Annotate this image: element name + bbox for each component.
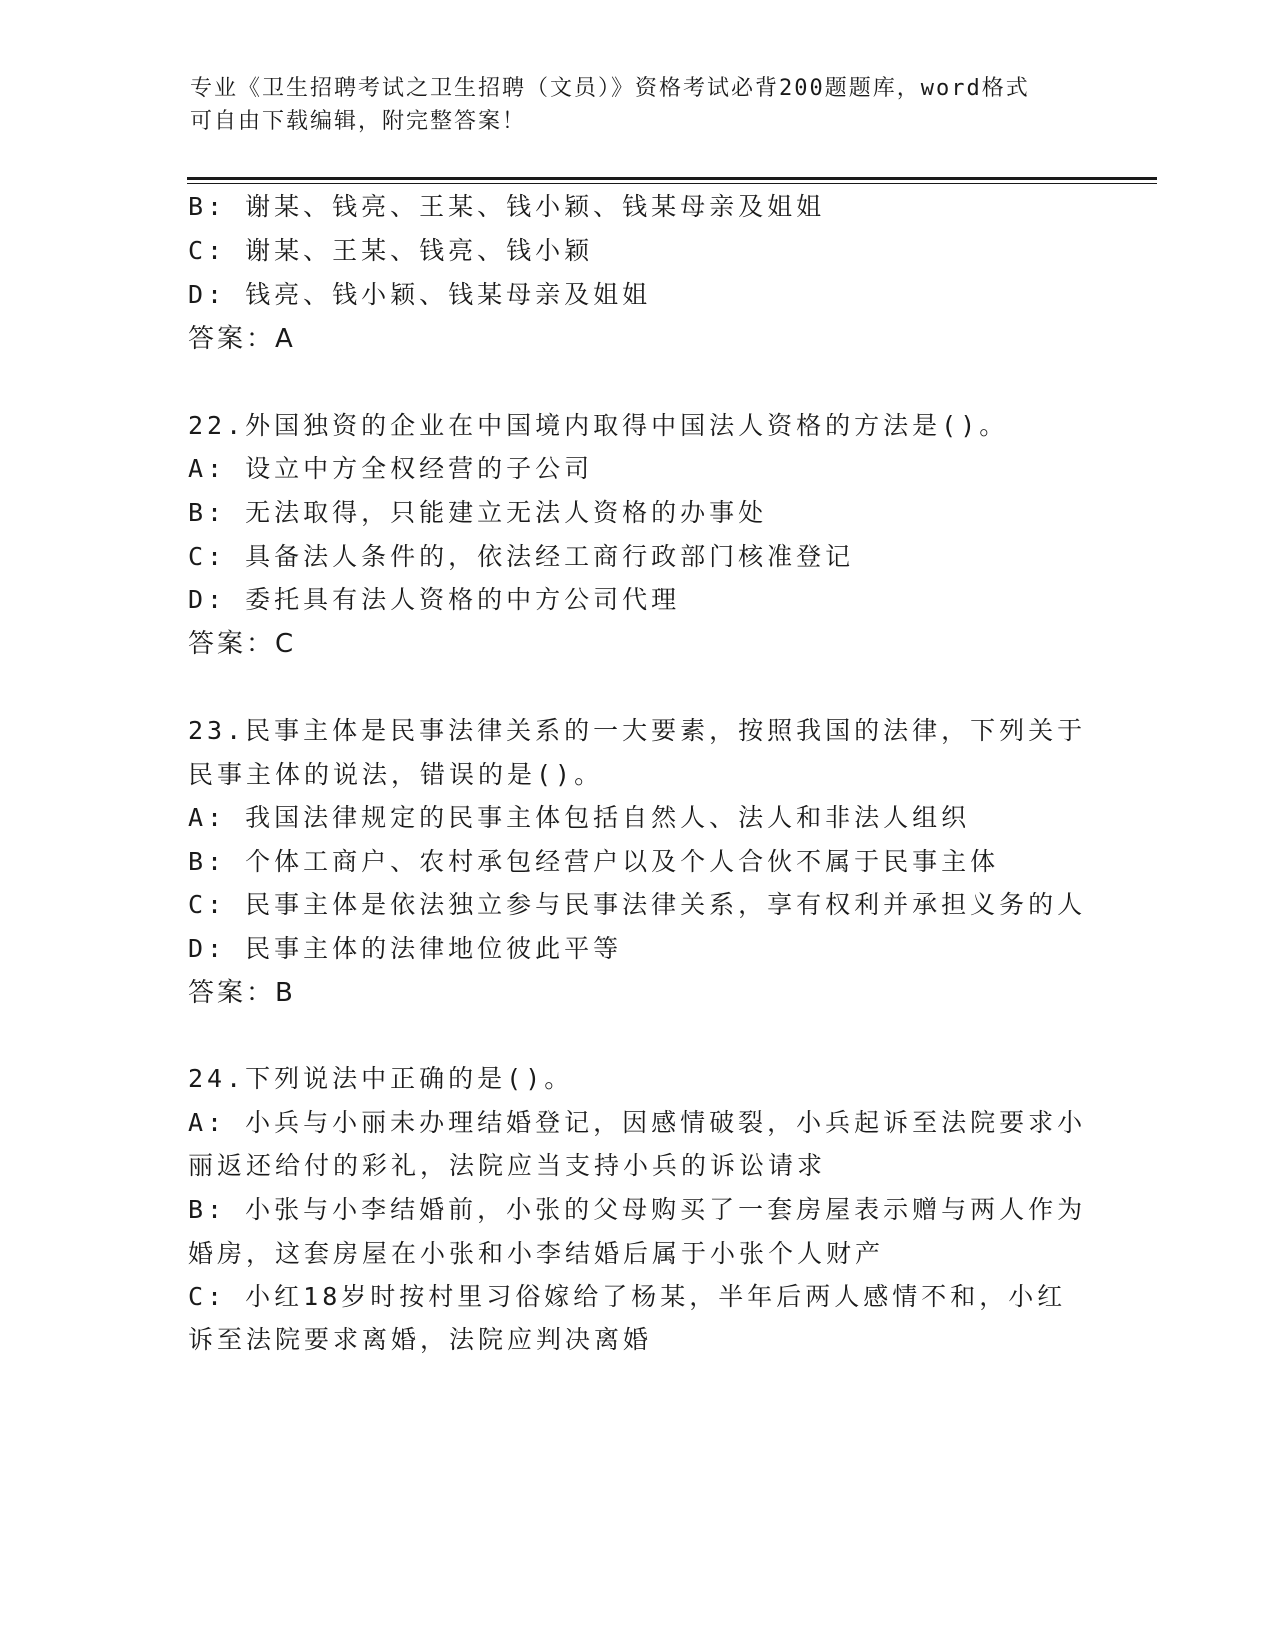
header-divider-thin bbox=[187, 183, 1157, 184]
q23-option-a: A: 我国法律规定的民事主体包括自然人、法人和非法人组织 bbox=[188, 803, 971, 832]
q23-answer: 答案：B bbox=[188, 978, 296, 1008]
q24-option-c-line-1: C: 小红18岁时按村里习俗嫁给了杨某，半年后两人感情不和，小红 bbox=[188, 1282, 1067, 1311]
q21-option-c: C: 谢某、王某、钱亮、钱小颖 bbox=[188, 236, 594, 265]
q24-option-a-line-1: A: 小兵与小丽未办理结婚登记，因感情破裂，小兵起诉至法院要求小 bbox=[188, 1108, 1087, 1137]
q24-option-a-line-2: 丽返还给付的彩礼，法院应当支持小兵的诉讼请求 bbox=[188, 1151, 827, 1180]
q24-option-b-line-2: 婚房，这套房屋在小张和小李结婚后属于小张个人财产 bbox=[188, 1239, 885, 1268]
q22-option-d: D: 委托具有法人资格的中方公司代理 bbox=[188, 585, 681, 614]
q22-option-c: C: 具备法人条件的，依法经工商行政部门核准登记 bbox=[188, 542, 855, 571]
header-title-line-1: 专业《卫生招聘考试之卫生招聘（文员）》资格考试必背200题题库，word格式 bbox=[190, 76, 1030, 101]
q21-option-d: D: 钱亮、钱小颖、钱某母亲及姐姐 bbox=[188, 280, 652, 309]
q24-stem: 24.下列说法中正确的是()。 bbox=[188, 1064, 574, 1093]
header-divider-thick bbox=[187, 177, 1157, 180]
q23-option-d: D: 民事主体的法律地位彼此平等 bbox=[188, 934, 623, 963]
q21-answer: 答案：A bbox=[188, 324, 296, 354]
q22-option-b: B: 无法取得，只能建立无法人资格的办事处 bbox=[188, 498, 768, 527]
header-title-line-2: 可自由下载编辑，附完整答案！ bbox=[190, 109, 527, 134]
document-header bbox=[190, 72, 1090, 138]
q23-option-b: B: 个体工商户、农村承包经营户以及个人合伙不属于民事主体 bbox=[188, 847, 1000, 876]
q22-stem: 22.外国独资的企业在中国境内取得中国法人资格的方法是()。 bbox=[188, 411, 1009, 440]
q24-option-b-line-1: B: 小张与小李结婚前，小张的父母购买了一套房屋表示赠与两人作为 bbox=[188, 1195, 1087, 1224]
q23-option-c: C: 民事主体是依法独立参与民事法律关系，享有权利并承担义务的人 bbox=[188, 890, 1087, 919]
q23-stem-line-1: 23.民事主体是民事法律关系的一大要素，按照我国的法律，下列关于 bbox=[188, 716, 1087, 745]
q22-option-a: A: 设立中方全权经营的子公司 bbox=[188, 454, 594, 483]
q21-option-b: B: 谢某、钱亮、王某、钱小颖、钱某母亲及姐姐 bbox=[188, 192, 826, 221]
q24-option-c-line-2: 诉至法院要求离婚，法院应判决离婚 bbox=[188, 1325, 653, 1354]
q22-answer: 答案：C bbox=[188, 629, 297, 659]
q23-stem-line-2: 民事主体的说法，错误的是()。 bbox=[188, 760, 604, 789]
